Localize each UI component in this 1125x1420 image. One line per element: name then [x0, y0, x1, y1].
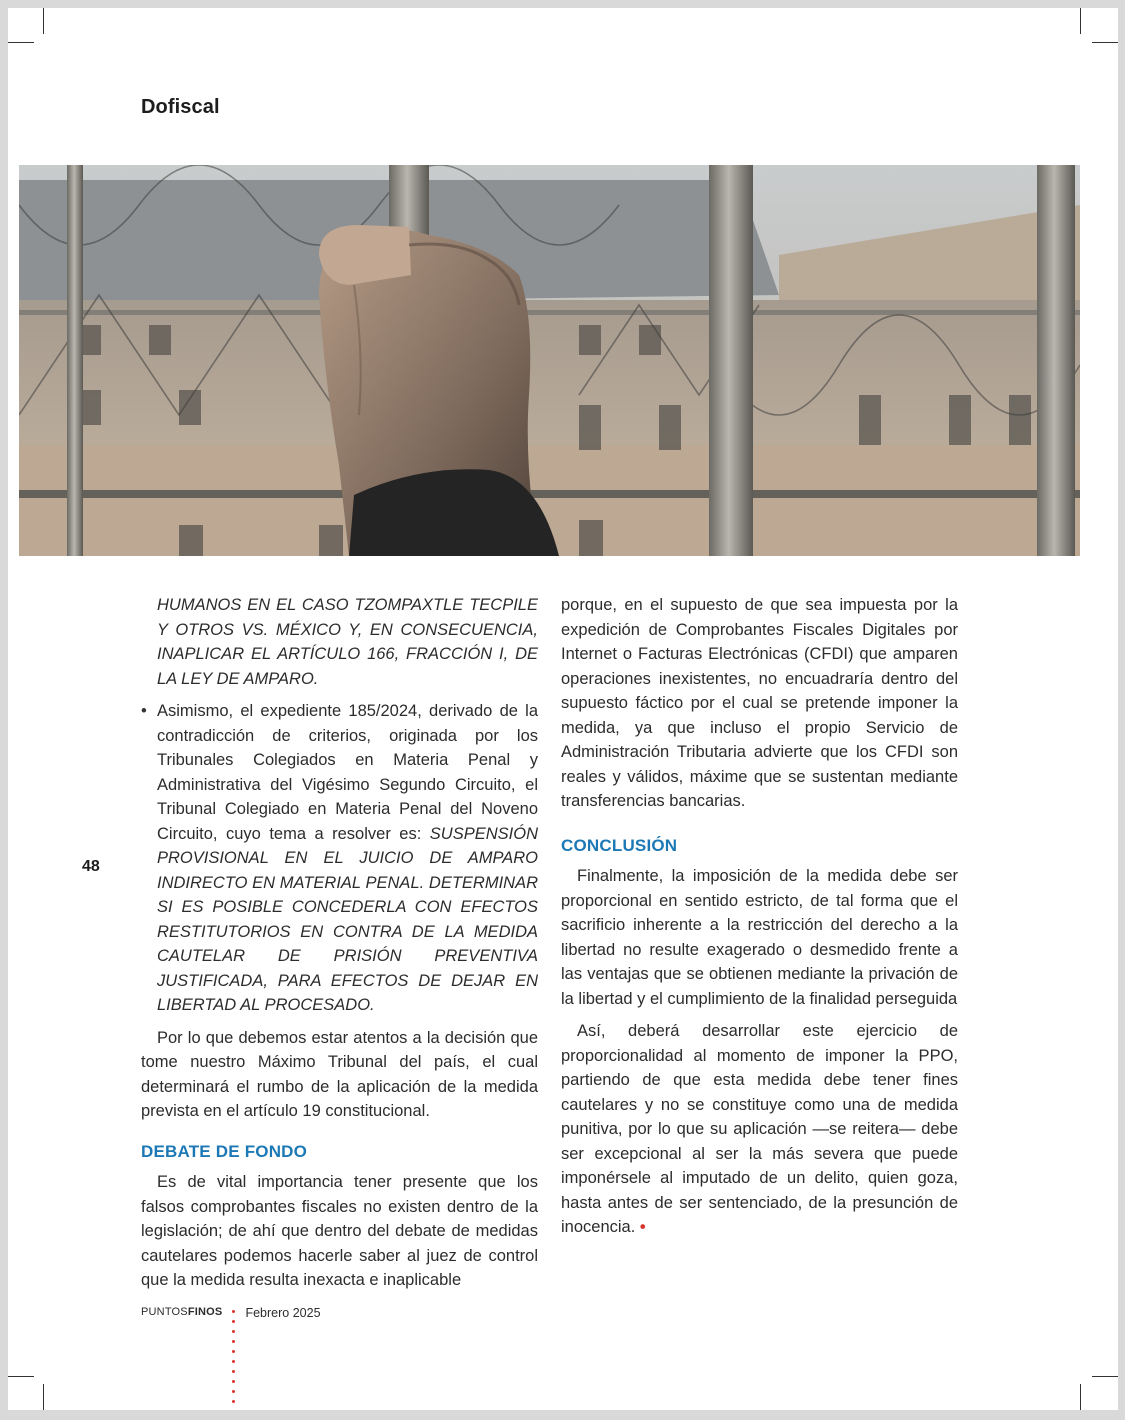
page-number: 48	[82, 858, 100, 875]
section-heading-conclusion: CONCLUSIÓN	[561, 835, 678, 855]
paragraph: Finalmente, la imposición de la medida debe ser proporcional en sentido estricto, de tal forma que el sacrificio inherente a la restricción del derecho a la libertad no resulte exagerado o desmedido frente a las ventajas que se obtienen mediante la privación de la libertad y el cumplimiento de la finalidad perseguida	[561, 867, 958, 1008]
paragraph: Es de vital importancia tener presente que los falsos comprobantes fiscales no existen dentro de la legislación; de ahí que dentro del debate de medidas cautelares podemos hacerle saber al juez de control que la medida resulta inexacta e inaplicable	[141, 1173, 538, 1289]
paragraph-final	[561, 1019, 958, 1240]
section-title: Dofiscal	[141, 96, 220, 118]
crop-mark	[1092, 1376, 1118, 1377]
section-heading-debate: DEBATE DE FONDO	[141, 1141, 308, 1161]
right-column	[561, 593, 958, 1240]
left-column	[141, 593, 538, 1293]
bullet-text: Asimismo, el expediente 185/2024, derivado de la contradicción de criterios, originada por los Tribunales Colegiados en Materia Penal y Administrativa del Vigésimo Segundo Circuito, el Tribunal Colegiado en Materia Penal del Noveno Circuito, cuyo tema a resolver es:	[157, 702, 538, 843]
prison-bars-hand-photo	[19, 165, 1080, 556]
magazine-brand	[141, 1306, 222, 1318]
bullet-item	[141, 699, 538, 1018]
paragraph-text: Así, deberá desarrollar este ejercicio de proporcionalidad al momento de imponer la PPO, partiendo de que esta medida debe tener fines cautelares y no se constituye como una de medida punitiva, por lo que su aplicación —se reitera— debe ser excepcional al ser la más severa que puede imponérsele al imputado de un delito, quien goza, hasta antes de ser sentenciado, de la presunción de inocencia.	[561, 1022, 958, 1236]
magazine-page	[8, 8, 1118, 1410]
end-mark-icon: •	[639, 1218, 646, 1236]
brand-light: PUNTOS	[141, 1306, 188, 1318]
italic-continuation: HUMANOS EN EL CASO TZOMPAXTLE TECPILE Y OTROS VS. MÉXICO Y, EN CONSECUENCIA, INAPLICAR EL ARTÍCULO 166, FRACCIÓN I, DE LA LEY DE AMPARO.	[157, 596, 538, 688]
crop-mark	[1092, 42, 1118, 43]
crop-mark	[1080, 1384, 1081, 1410]
crop-mark	[43, 1384, 44, 1410]
brand-bold: FINOS	[187, 1306, 223, 1318]
page-footer	[141, 1306, 321, 1403]
photo-illustration	[19, 165, 1080, 556]
crop-mark	[8, 42, 34, 43]
issue-date: Febrero 2025	[245, 1306, 321, 1320]
crop-mark	[1080, 8, 1081, 34]
bullet-italic-text: SUSPENSIÓN PROVISIONAL EN EL JUICIO DE AMPARO INDIRECTO EN MATERIAL PENAL. DETERMINAR SI ES POSIBLE CONCEDERLA CON EFECTOS RESTITUTORIOS EN CONTRA DE LA MEDIDA CAUTELAR DE PRISIÓN PREVENTIVA JUSTIFICADA, PARA EFECTOS DE DEJAR EN LIBERTAD AL PROCESADO.	[157, 824, 538, 1014]
dotted-divider-icon	[232, 1310, 235, 1403]
crop-mark	[8, 1376, 34, 1377]
crop-mark	[43, 8, 44, 34]
paragraph: porque, en el supuesto de que sea impuesta por la expedición de Comprobantes Fiscales Digitales por Internet o Facturas Electrónicas (CFDI) que amparen operaciones inexistentes, no encuadraría dentro del supuesto fáctico por el cual se pretende imponer la medida, ya que incluso el propio Servicio de Administración Tributaria advierte que los CFDI son reales y válidos, máxime que se sustentan mediante transferencias bancarias.	[561, 596, 958, 810]
paragraph: Por lo que debemos estar atentos a la decisión que tome nuestro Máximo Tribunal del país, el cual determinará el rumbo de la aplicación de la medida prevista en el artículo 19 constitucional.	[141, 1028, 538, 1120]
